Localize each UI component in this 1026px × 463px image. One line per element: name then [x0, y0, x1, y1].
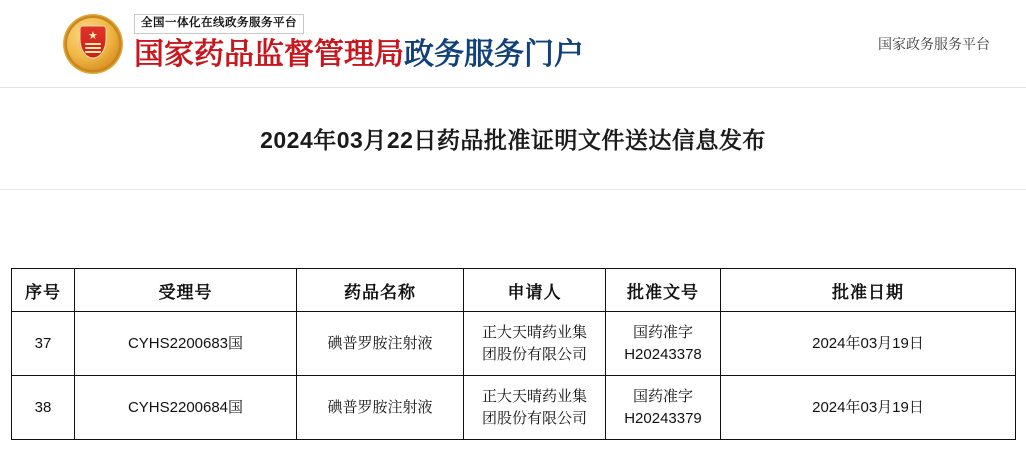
cell-index: 38 [12, 376, 75, 440]
column-header-approval-date: 批准日期 [721, 269, 1016, 312]
cell-acceptance: CYHS2200683国 [75, 312, 297, 376]
table-row [12, 376, 1016, 440]
document-title-bar [0, 88, 1026, 190]
cell-index: 37 [12, 312, 75, 376]
content-spacer [0, 190, 1026, 268]
page-title: 2024年03月22日药品批准证明文件送达信息发布 [260, 127, 766, 153]
column-header-index: 序号 [12, 269, 75, 312]
column-header-acceptance: 受理号 [75, 269, 297, 312]
cell-applicant-line1: 正大天晴药业集 [481, 323, 587, 341]
cell-drug-name: 碘普罗胺注射液 [297, 312, 464, 376]
cell-approval-date: 2024年03月19日 [721, 376, 1016, 440]
column-header-drug-name: 药品名称 [297, 269, 464, 312]
column-header-applicant: 申请人 [464, 269, 606, 312]
table-row [12, 312, 1016, 376]
table-header-row [12, 269, 1016, 312]
table-container [0, 268, 1026, 440]
cell-applicant [464, 312, 606, 376]
cell-approval-date: 2024年03月19日 [721, 312, 1016, 376]
site-title [134, 37, 584, 73]
national-platform-link[interactable]: 国家政务服务平台 [878, 35, 990, 52]
site-header [0, 0, 1026, 88]
cell-applicant [464, 376, 606, 440]
cell-drug-name: 碘普罗胺注射液 [297, 376, 464, 440]
site-title-agency: 国家药品监督管理局 [134, 38, 404, 71]
platform-badge: 全国一体化在线政务服务平台 [134, 14, 304, 34]
cell-approval-no [606, 376, 721, 440]
cell-approval-no-line1: 国药准字 [632, 323, 693, 341]
site-title-portal: 政务服务门户 [404, 38, 584, 71]
cell-approval-no-line2: H20243379 [624, 409, 702, 427]
national-emblem-icon: ★ [62, 13, 124, 75]
approval-table [11, 268, 1016, 440]
cell-applicant-line2: 团股份有限公司 [481, 345, 587, 363]
column-header-approval-no: 批准文号 [606, 269, 721, 312]
cell-applicant-line1: 正大天晴药业集 [481, 387, 587, 405]
cell-acceptance: CYHS2200684国 [75, 376, 297, 440]
header-title-block [134, 14, 584, 73]
cell-approval-no-line2: H20243378 [624, 345, 702, 363]
cell-approval-no [606, 312, 721, 376]
cell-applicant-line2: 团股份有限公司 [481, 409, 587, 427]
cell-approval-no-line1: 国药准字 [632, 387, 693, 405]
